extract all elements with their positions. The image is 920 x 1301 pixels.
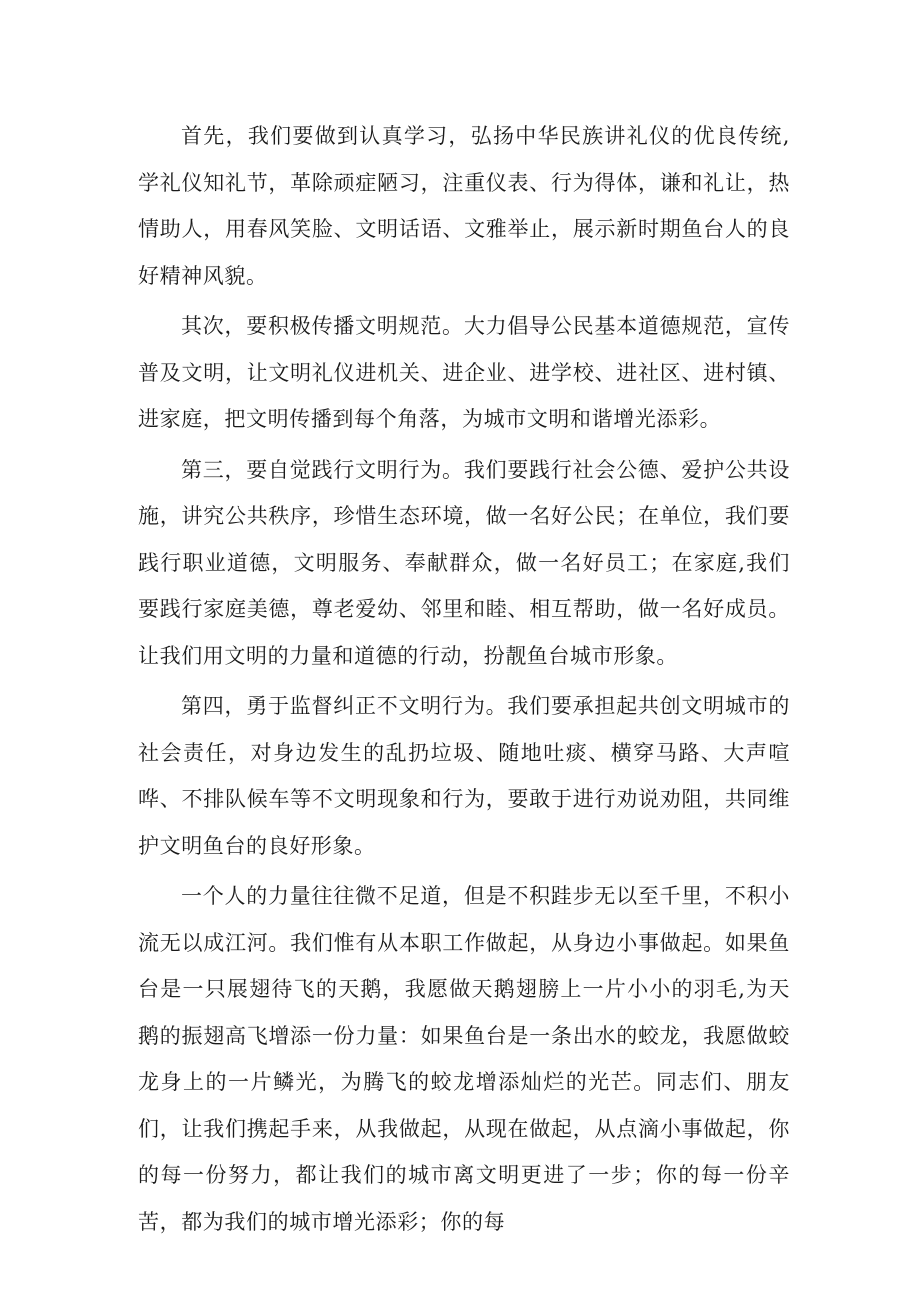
paragraph-third: 第三，要自觉践行文明行为。我们要践行社会公德、爱护公共设施，讲究公共秩序，珍惜生态环境，做一名好公民；在单位，我们要践行职业道德，文明服务、奉献群众，做一名好员工；在家庭,我们要践行家庭美德，尊老爱幼、邻里和睦、相互帮助，做一名好成员。让我们用文明的力量和道德的行动，扮靓鱼台城市形象。 — [138, 457, 790, 668]
paragraph-fourth: 第四，勇于监督纠正不文明行为。我们要承担起共创文明城市的社会责任，对身边发生的乱扔垃圾、随地吐痰、横穿马路、大声喧哗、不排队候车等不文明现象和行为，要敢于进行劝说劝阻，共同维护文明鱼台的良好形象。 — [138, 694, 790, 858]
paragraph-closing: 一个人的力量往往微不足道，但是不积跬步无以至千里，不积小流无以成江河。我们惟有从本职工作做起，从身边小事做起。如果鱼台是一只展翅待飞的天鹅，我愿做天鹅翅膀上一片小小的羽毛,为天鹅的振翅高飞增添一份力量：如果鱼台是一条出水的蛟龙，我愿做蛟龙身上的一片鳞光，为腾飞的蛟龙增添灿烂的光芒。同志们、朋友们，让我们携起手来，从我做起，从现在做起，从点滴小事做起，你的每一份努力，都让我们的城市离文明更进了一步；你的每一份辛苦，都为我们的城市增光添彩；你的每 — [138, 884, 790, 1234]
paragraph-second: 其次，要积极传播文明规范。大力倡导公民基本道德规范，宣传普及文明，让文明礼仪进机关、进企业、进学校、进社区、进村镇、进家庭，把文明传播到每个角落，为城市文明和谐增光添彩。 — [138, 314, 790, 431]
document-page — [138, 0, 790, 1249]
paragraph-first: 首先，我们要做到认真学习，弘扬中华民族讲礼仪的优良传统,学礼仪知礼节，革除顽症陋习，注重仪表、行为得体，谦和礼让，热情助人，用春风笑脸、文明话语、文雅举止，展示新时期鱼台人的良好精神风貌。 — [138, 124, 790, 288]
